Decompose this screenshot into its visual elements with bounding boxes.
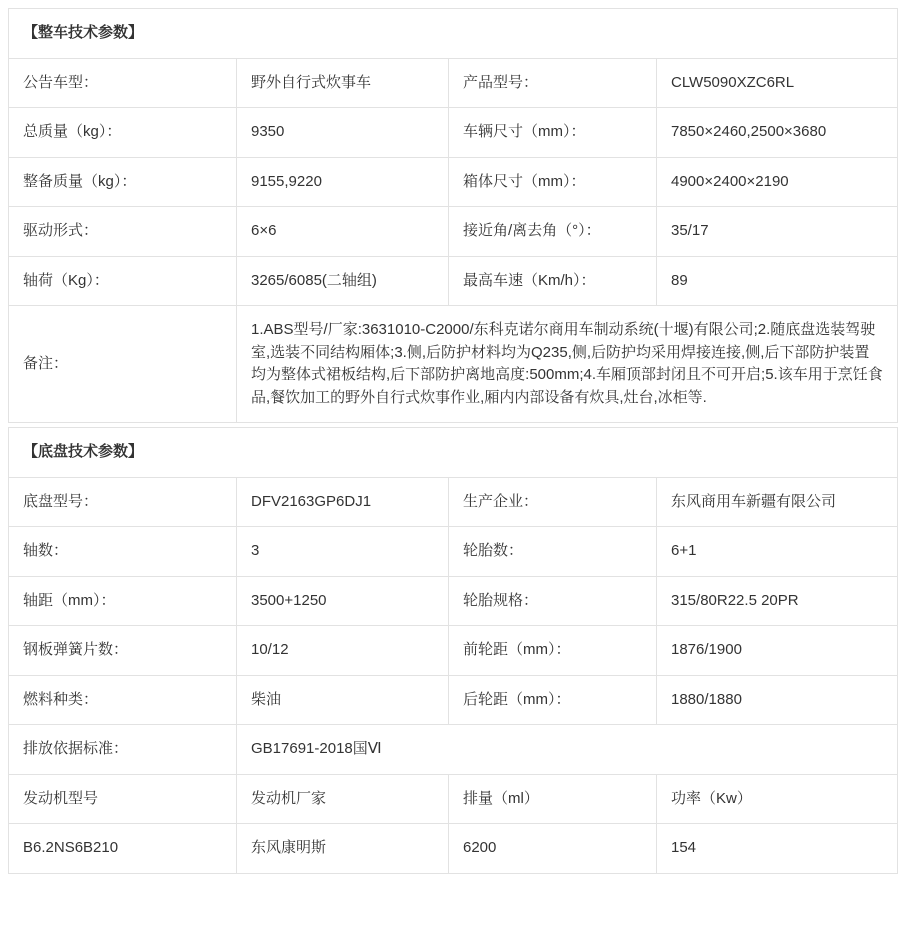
row-value-remark: 1.ABS型号/厂家:3631010-C2000/东科克诺尔商用车制动系统(十堰)有限公司;2.随底盘选装驾驶室,选装不同结构厢体;3.侧,后防护材料均为Q235,侧,后防护均采用焊接连接,侧,后下部防护装置均为整体式裙板结构,后下部防护离地高度:500mm;4.车厢顶部封闭且不可开启;5.该车用于烹饪食品,餐饮加工的野外自行式炊事作业,厢内内部设备有炊具,灶台,冰柜等. xyxy=(237,306,898,423)
row-label-drive-type: 驱动形式： xyxy=(9,207,237,257)
row-label-curb-mass: 整备质量（kg）： xyxy=(9,157,237,207)
row-value-wheelbase: 3500+1250 xyxy=(237,576,449,626)
row-label-fuel-type: 燃料种类： xyxy=(9,675,237,725)
table-row xyxy=(9,626,898,676)
vehicle-spec-table xyxy=(8,8,898,423)
row-label-emission-standard: 排放依据标准： xyxy=(9,725,237,775)
engine-value-displacement: 6200 xyxy=(449,824,657,874)
row-value-leaf-spring-count: 10/12 xyxy=(237,626,449,676)
row-value-announcement-model: 野外自行式炊事车 xyxy=(237,58,449,108)
row-value-tire-count: 6+1 xyxy=(657,527,898,577)
row-value-fuel-type: 柴油 xyxy=(237,675,449,725)
row-label-vehicle-dimensions: 车辆尺寸（mm）： xyxy=(449,108,657,158)
row-value-chassis-model: DFV2163GP6DJ1 xyxy=(237,477,449,527)
remark-row xyxy=(9,306,898,423)
table-row xyxy=(9,256,898,306)
engine-value-power: 154 xyxy=(657,824,898,874)
row-value-approach-departure-angle: 35/17 xyxy=(657,207,898,257)
engine-value-maker: 东风康明斯 xyxy=(237,824,449,874)
engine-value-model: B6.2NS6B210 xyxy=(9,824,237,874)
row-label-remark: 备注： xyxy=(9,306,237,423)
row-label-max-speed: 最高车速（Km/h）： xyxy=(449,256,657,306)
row-value-tire-spec: 315/80R22.5 20PR xyxy=(657,576,898,626)
row-value-rear-track: 1880/1880 xyxy=(657,675,898,725)
row-label-approach-departure-angle: 接近角/离去角（°）： xyxy=(449,207,657,257)
row-label-tire-spec: 轮胎规格： xyxy=(449,576,657,626)
row-value-gross-mass: 9350 xyxy=(237,108,449,158)
row-value-max-speed: 89 xyxy=(657,256,898,306)
table-row xyxy=(9,108,898,158)
row-label-chassis-model: 底盘型号： xyxy=(9,477,237,527)
row-label-axle-load: 轴荷（Kg）： xyxy=(9,256,237,306)
table-row xyxy=(9,576,898,626)
row-label-announcement-model: 公告车型： xyxy=(9,58,237,108)
table-row xyxy=(9,58,898,108)
row-value-drive-type: 6×6 xyxy=(237,207,449,257)
engine-header-maker: 发动机厂家 xyxy=(237,774,449,824)
row-label-product-model: 产品型号： xyxy=(449,58,657,108)
row-label-leaf-spring-count: 钢板弹簧片数： xyxy=(9,626,237,676)
row-label-manufacturer: 生产企业： xyxy=(449,477,657,527)
table-row xyxy=(9,527,898,577)
row-value-front-track: 1876/1900 xyxy=(657,626,898,676)
table-row xyxy=(9,477,898,527)
section-title-row xyxy=(9,428,898,478)
row-label-tire-count: 轮胎数： xyxy=(449,527,657,577)
row-label-box-dimensions: 箱体尺寸（mm）： xyxy=(449,157,657,207)
row-value-axle-load: 3265/6085(二轴组) xyxy=(237,256,449,306)
chassis-section-title: 【底盘技术参数】 xyxy=(9,428,898,478)
table-row xyxy=(9,157,898,207)
row-label-wheelbase: 轴距（mm）： xyxy=(9,576,237,626)
row-label-gross-mass: 总质量（kg）： xyxy=(9,108,237,158)
row-value-box-dimensions: 4900×2400×2190 xyxy=(657,157,898,207)
engine-header-row xyxy=(9,774,898,824)
row-value-vehicle-dimensions: 7850×2460,2500×3680 xyxy=(657,108,898,158)
table-row xyxy=(9,675,898,725)
row-value-axle-count: 3 xyxy=(237,527,449,577)
section-title-row xyxy=(9,9,898,59)
chassis-spec-table xyxy=(8,427,898,874)
row-value-product-model: CLW5090XZC6RL xyxy=(657,58,898,108)
row-label-front-track: 前轮距（mm）： xyxy=(449,626,657,676)
engine-value-row xyxy=(9,824,898,874)
row-value-manufacturer: 东风商用车新疆有限公司 xyxy=(657,477,898,527)
row-label-axle-count: 轴数： xyxy=(9,527,237,577)
table-row xyxy=(9,207,898,257)
row-value-curb-mass: 9155,9220 xyxy=(237,157,449,207)
engine-header-power: 功率（Kw） xyxy=(657,774,898,824)
row-label-rear-track: 后轮距（mm）： xyxy=(449,675,657,725)
row-value-emission-standard: GB17691-2018国Ⅵ xyxy=(237,725,898,775)
engine-header-model: 发动机型号 xyxy=(9,774,237,824)
table-row xyxy=(9,725,898,775)
engine-header-displacement: 排量（ml） xyxy=(449,774,657,824)
vehicle-section-title: 【整车技术参数】 xyxy=(9,9,898,59)
